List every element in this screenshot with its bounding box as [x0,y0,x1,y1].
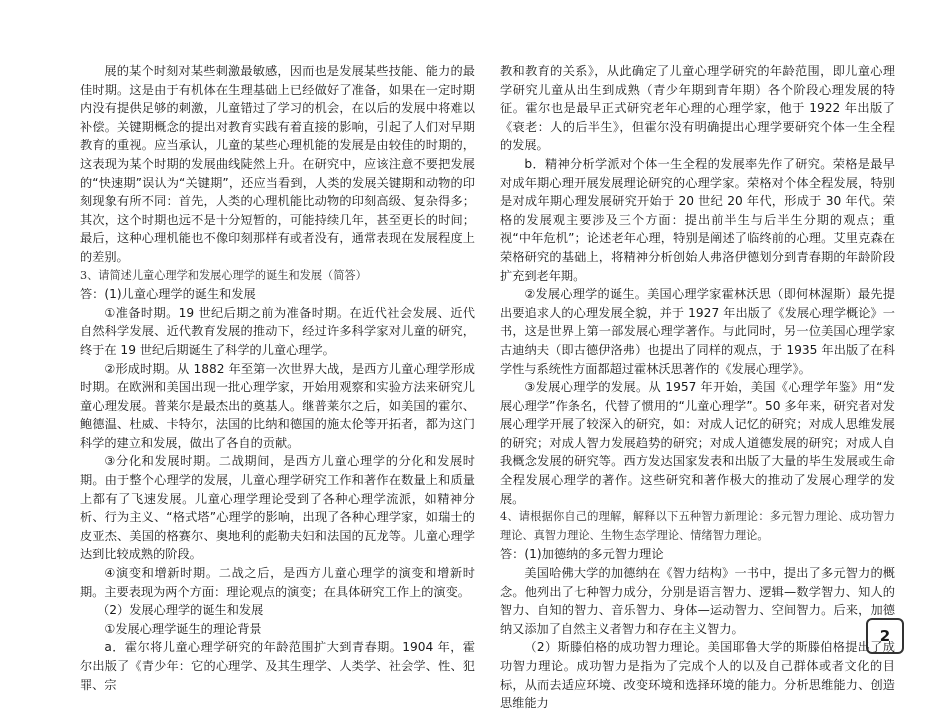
paragraph: 美国哈佛大学的加德纳在《智力结构》一书中，提出了多元智力的概念。他列出了七种智力成分，分别是语言智力、逻辑—数学智力、知人的智力、自知的智力、音乐智力、身体—运动智力、空间智力。后来，加德纳又添加了自然主义者智力和存在主义智力。 [500,566,895,636]
question-heading: 4、请根据你自己的理解，解释以下五种智力新理论：多元智力理论、成功智力理论、真智力理论、生物生态学理论、情绪智力理论。 [500,510,895,542]
paragraph: 教和教育的关系》，从此确定了儿童心理学研究的年龄范围，即儿童心理学研究儿童从出生到成熟（青少年期到青年期）各个阶段心理发展的特征。霍尔也是最早正式研究老年心理的心理学家，他于 1922 年出版了《衰老：人的后半生》，但霍尔没有明确提出心理学要研究个体一生全程的发展。 [500,64,895,153]
paragraph: b．精神分析学派对个体一生全程的发展率先作了研究。荣格是最早对成年期心理开展发展理论研究的心理学家。荣格对个体全程发展，特别是对成年期心理发展研究开始于 20 世纪 20 年代，形成于 30 年代。荣格的发展观主要涉及三个方面：提出前半生与后半生分期的观点；重视“中年危机”；论述老年心理，特别是阐述了临终前的心理。艾里克森在荣格研究的基础上，将精神分析创始人弗洛伊德划分到青春期的年龄阶段扩充到老年期。 [500,156,895,283]
paragraph: （2）斯滕伯格的成功智力理论。美国耶鲁大学的斯滕伯格提出了成功智力理论。成功智力是指为了完成个人的以及自己群体或者文化的目标，从而去适应环境、改变环境和选择环境的能力。分析思维能力、创造思维能力 [500,640,895,711]
answer-heading: 答：(1)加德纳的多元智力理论 [500,547,664,562]
right-column [500,62,895,713]
paragraph: 展的某个时刻对某些刺激最敏感，因而也是发展某些技能、能力的最佳时期。这是由于有机体在生理基础上已经做好了准备，如果在一定时期内没有提供足够的刺激，儿童错过了学习的机会，在以后的发展中将难以补偿。关键期概念的提出对教育实践有着直接的影响，引起了人们对早期教育的重视。应当承认，儿童的某些心理机能的发展是由较佳的时期的，这表现为某个时期的发展曲线陡然上升。在研究中，应该注意不要把发展的“快速期”误认为“关键期”，还应当看到，人类的发展关键期和动物的印刻现象有所不同：首先，人类的心理机能比动物的印刻高级、复杂得多；其次，这个时期也远不是十分短暂的，可能持续几年，甚至更长的时间；最后，这种心理机能也不像印刻那样有或者没有，通常表现在发展程度上的差别。 [80,64,475,264]
left-column [80,62,475,694]
subsection-heading: （2）发展心理学的诞生和发展 [97,603,264,618]
answer-heading: 答：(1)儿童心理学的诞生和发展 [80,287,256,302]
paragraph: ④演变和增新时期。二战之后，是西方儿童心理学的演变和增新时期。主要表现为两个方面：理论观点的演变；在具体研究工作上的演变。 [80,566,475,599]
paragraph: ②发展心理学的诞生。美国心理学家霍林沃思（即何林渥斯）最先提出要追求人的心理发展全貌，并于 1927 年出版了《发展心理学概论》一书，这是世界上第一部发展心理学著作。与此同时，另一位美国心理学家古迪纳夫（即古德伊洛弗）也提出了同样的观点，于 1935 年出版了在科学性与系统性方面都超过霍林沃思著作的《发展心理学》。 [500,287,895,376]
paragraph: ③分化和发展时期。二战期间，是西方儿童心理学的分化和发展时期。由于整个心理学的发展，儿童心理学研究工作和著作在数量上和质量上都有了飞速发展。儿童心理学理论受到了各种心理学流派，如精神分析、行为主义、“格式塔”心理学的影响，出现了各种心理学家，如瑞士的皮亚杰、美国的格赛尔、奥地利的彪勒夫妇和法国的瓦龙等。儿童心理学达到比较成熟的阶段。 [80,454,475,562]
paragraph: ①发展心理学诞生的理论背景 [104,621,262,636]
paragraph: ②形成时期。从 1882 年至第一次世界大战，是西方儿童心理学形成时期。在欧洲和美国出现一批心理学家，开始用观察和实验方法来研究儿童心理发展。普莱尔是最杰出的奠基人。继普莱尔之后，如美国的霍尔、鲍德温、杜威、卡特尔，法国的比纳和德国的施太伦等开拓者，都为这门科学的建立和发展，做出了各自的贡献。 [80,361,475,450]
page-number: 2 [866,618,904,654]
question-heading: 3、请简述儿童心理学和发展心理学的诞生和发展（简答） [80,268,367,282]
paragraph: ③发展心理学的发展。从 1957 年开始，美国《心理学年鉴》用“发展心理学”作条名，代替了惯用的“儿童心理学”。50 多年来，研究者对发展心理学开展了较深入的研究，如：对成人记忆的研究；对成人思维发展的研究；对成人智力发展趋势的研究；对成人道德发展的研究；对成人自我概念发展的研究等。西方发达国家发表和出版了大量的毕生发展或生命全程发展心理学的著作。这些研究和著作极大的推动了发展心理学的发展。 [500,380,895,506]
paragraph: ①准备时期。19 世纪后期之前为准备时期。在近代社会发展、近代自然科学发展、近代教育发展的推动下，经过许多科学家对儿童的研究，终于在 19 世纪后期诞生了科学的儿童心理学。 [80,305,475,357]
paragraph: a．霍尔将儿童心理学研究的年龄范围扩大到青春期。1904 年，霍尔出版了《青少年：它的心理学、及其生理学、人类学、社会学、性、犯罪、宗 [80,640,475,692]
